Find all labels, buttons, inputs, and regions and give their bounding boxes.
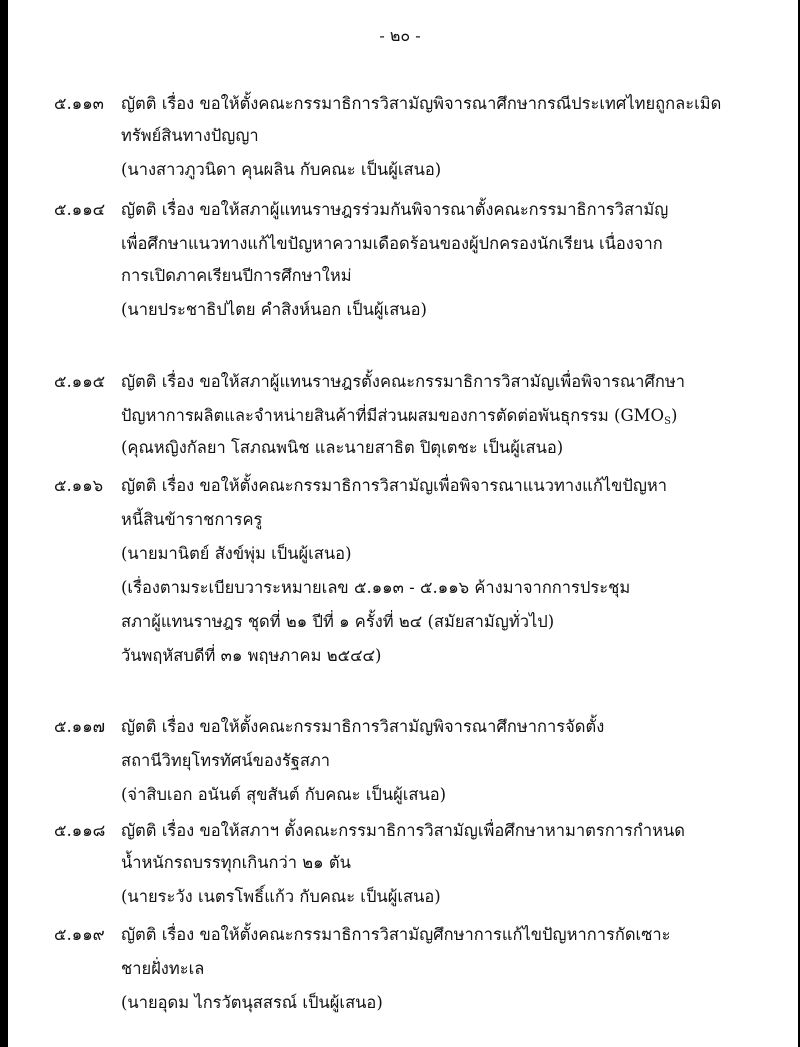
item-number: ๕.๑๑๗ [54, 717, 106, 736]
item-title-line: ชายฝั่งทะเล [121, 959, 205, 978]
item-title-line: ญัตติ เรื่อง ขอให้ตั้งคณะกรรมาธิการวิสามัญศึกษาการแก้ไขปัญหาการกัดเซาะ [121, 925, 671, 944]
item-proposer: (นายมานิตย์ สังข์พุ่ม เป็นผู้เสนอ) [121, 544, 352, 563]
item-number: ๕.๑๑๓ [54, 94, 104, 113]
note-line: วันพฤหัสบดีที่ ๓๑ พฤษภาคม ๒๕๔๔) [121, 646, 382, 665]
item-title-line: สถานีวิทยุโทรทัศน์ของรัฐสภา [121, 751, 331, 770]
scan-left-edge [0, 0, 8, 1047]
item-proposer: (นางสาวภูวนิดา คุนผลิน กับคณะ เป็นผู้เสนอ) [121, 160, 442, 179]
page-number: - ๒๐ - [379, 26, 421, 45]
item-proposer: (คุณหญิงกัลยา โสภณพนิช และนายสาธิต ปิตุเตชะ เป็นผู้เสนอ) [121, 438, 564, 457]
item-number: ๕.๑๑๔ [54, 200, 106, 219]
item-title-line: ญัตติ เรื่อง ขอให้สภาฯ ตั้งคณะกรรมาธิการวิสามัญเพื่อศึกษาหามาตรการกำหนด [121, 821, 685, 840]
item-proposer: (จ่าสิบเอก อนันต์ สุขสันต์ กับคณะ เป็นผู้เสนอ) [121, 785, 447, 804]
item-number: ๕.๑๑๘ [54, 821, 106, 840]
item-title-line: หนี้สินข้าราชการครู [121, 510, 263, 529]
item-title-line: ทรัพย์สินทางปัญญา [121, 126, 259, 145]
item-title-line: ญัตติ เรื่อง ขอให้ตั้งคณะกรรมาธิการวิสามัญเพื่อพิจารณาแนวทางแก้ไขปัญหา [121, 476, 668, 495]
item-title-line: น้ำหนักรถบรรทุกเกินกว่า ๒๑ ตัน [121, 853, 351, 872]
note-line: (เรื่องตามระเบียบวาระหมายเลข ๕.๑๑๓ - ๕.๑๑๖ ค้างมาจากการประชุม [121, 578, 631, 597]
item-title-line: ญัตติ เรื่อง ขอให้ตั้งคณะกรรมาธิการวิสามัญพิจารณาศึกษากรณีประเทศไทยถูกละเมิด [121, 94, 722, 113]
item-number: ๕.๑๑๕ [54, 372, 106, 391]
item-title-line: ญัตติ เรื่อง ขอให้สภาผู้แทนราษฎรร่วมกันพิจารณาตั้งคณะกรรมาธิการวิสามัญ [121, 200, 669, 219]
item-title-line: ญัตติ เรื่อง ขอให้สภาผู้แทนราษฎรตั้งคณะกรรมาธิการวิสามัญเพื่อพิจารณาศึกษา [121, 372, 686, 391]
item-title-line: ปัญหาการผลิตและจำหน่ายสินค้าที่มีส่วนผสมของการตัดต่อพันธุกรรม $(GMO_S)$ [121, 406, 678, 427]
note-line: สภาผู้แทนราษฎร ชุดที่ ๒๑ ปีที่ ๑ ครั้งที่ ๒๔ (สมัยสามัญทั่วไป) [121, 612, 555, 631]
item-number: ๕.๑๑๙ [54, 925, 105, 944]
item-title-line: ญัตติ เรื่อง ขอให้ตั้งคณะกรรมาธิการวิสามัญพิจารณาศึกษาการจัดตั้ง [121, 717, 605, 736]
item-proposer: (นายระวัง เนตรโพธิ์แก้ว กับคณะ เป็นผู้เสนอ) [121, 887, 441, 906]
item-proposer: (นายประชาธิปไตย คำสิงห์นอก เป็นผู้เสนอ) [121, 300, 427, 319]
item-title-line: เพื่อศึกษาแนวทางแก้ไขปัญหาความเดือดร้อนของผู้ปกครองนักเรียน เนื่องจาก [121, 234, 663, 253]
item-proposer: (นายอุดม ไกรวัตนุสสรณ์ เป็นผู้เสนอ) [121, 993, 383, 1012]
item-number: ๕.๑๑๖ [54, 476, 104, 495]
item-title-line: การเปิดภาคเรียนปีการศึกษาใหม่ [121, 266, 352, 285]
